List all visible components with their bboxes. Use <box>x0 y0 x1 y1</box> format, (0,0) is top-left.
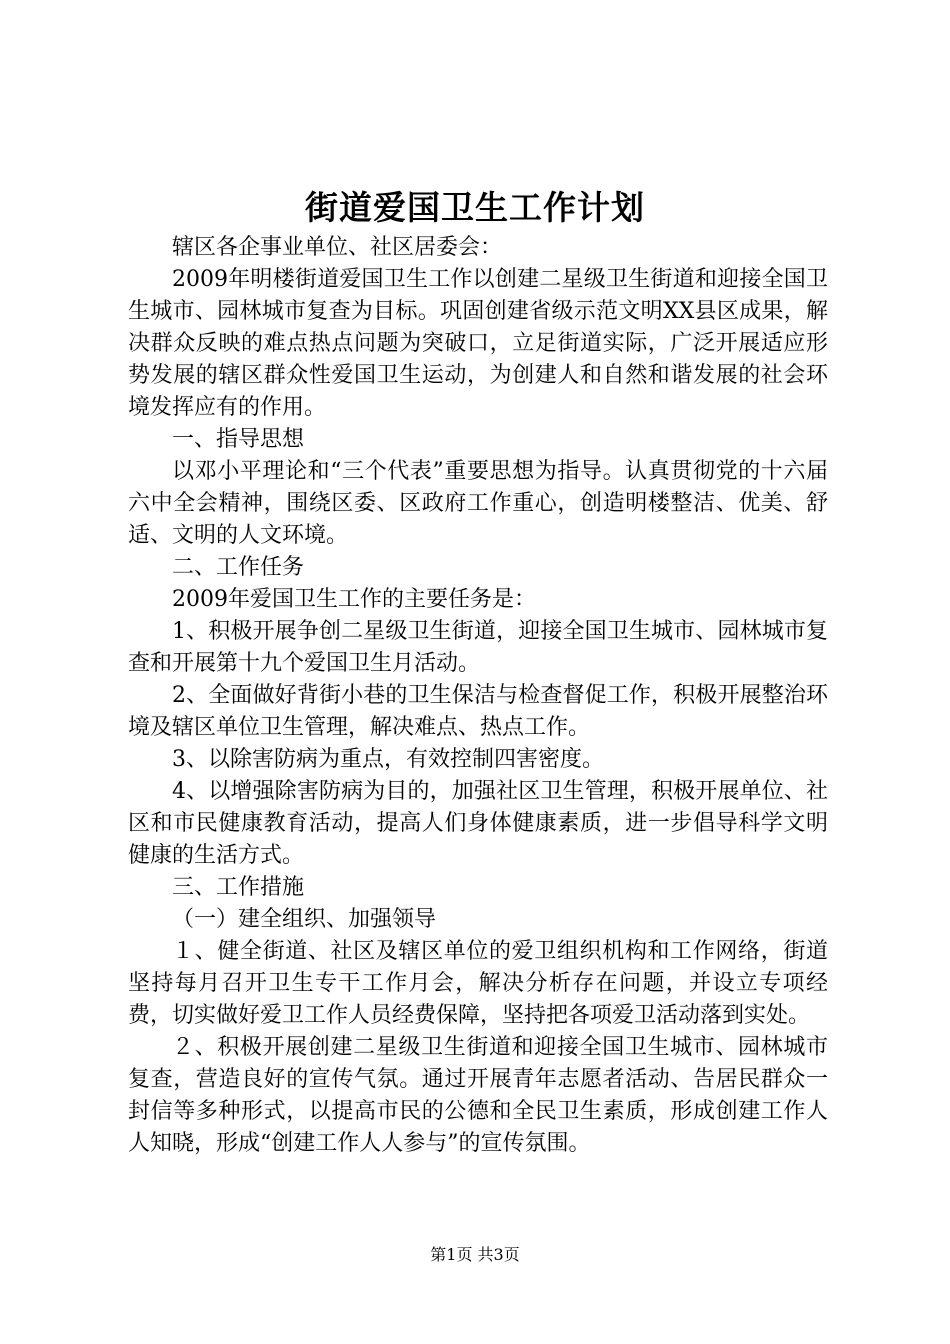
paragraph-task-2: 2、全面做好背街小巷的卫生保洁与检查督促工作，积极开展整治环境及辖区单位卫生管理，解决难点、热点工作。 <box>128 683 828 740</box>
document-title: 街道爱国卫生工作计划 <box>305 188 645 227</box>
paragraph-task-3: 3、以除害防病为重点，有效控制四害密度。 <box>172 747 604 772</box>
subsection-heading-organization: （一）建全组织、加强领导 <box>172 907 437 932</box>
section-heading-work-tasks: 二、工作任务 <box>172 555 305 580</box>
document-body <box>128 232 828 1160</box>
paragraph-task-1: 1、积极开展争创二星级卫生街道，迎接全国卫生城市、园林城市复查和开展第十九个爱国卫生月活动。 <box>128 619 828 676</box>
paragraph-intro: 2009年明楼街道爱国卫生工作以创建二星级卫生街道和迎接全国卫生城市、园林城市复查为目标。巩固创建省级示范文明XX县区成果，解决群众反映的难点热点问题为突破口，立足街道实际，广泛开展适应形势发展的辖区群众性爱国卫生运动，为创建人和自然和谐发展的社会环境发挥应有的作用。 <box>128 267 828 420</box>
paragraph-tasks-intro: 2009年爱国卫生工作的主要任务是： <box>172 587 536 612</box>
paragraph-guiding-ideology: 以邓小平理论和“三个代表”重要思想为指导。认真贯彻党的十六届六中全会精神，围绕区委、区政府工作重心，创造明楼整洁、优美、舒适、文明的人文环境。 <box>128 459 828 548</box>
section-heading-work-measures: 三、工作措施 <box>172 875 305 900</box>
paragraph-measure-2: ２、积极开展创建二星级卫生街道和迎接全国卫生城市、园林城市复查，营造良好的宣传气氛。通过开展青年志愿者活动、告居民群众一封信等多种形式，以提高市民的公德和全民卫生素质，形成创建工作人人知晓，形成“创建工作人人参与”的宣传氛围。 <box>128 1035 828 1156</box>
section-heading-guiding-ideology: 一、指导思想 <box>172 427 305 452</box>
page-footer: 第1页 共3页 <box>430 1245 520 1264</box>
paragraph-task-4: 4、以增强除害防病为目的，加强社区卫生管理，积极开展单位、社区和市民健康教育活动，提高人们身体健康素质，进一步倡导科学文明健康的生活方式。 <box>128 779 828 868</box>
paragraph-salutation: 辖区各企事业单位、社区居委会： <box>172 235 503 260</box>
paragraph-measure-1: １、健全街道、社区及辖区单位的爱卫组织机构和工作网络，街道坚持每月召开卫生专干工作月会，解决分析存在问题，并设立专项经费，切实做好爱卫工作人员经费保障，坚持把各项爱卫活动落到实处。 <box>128 939 828 1028</box>
